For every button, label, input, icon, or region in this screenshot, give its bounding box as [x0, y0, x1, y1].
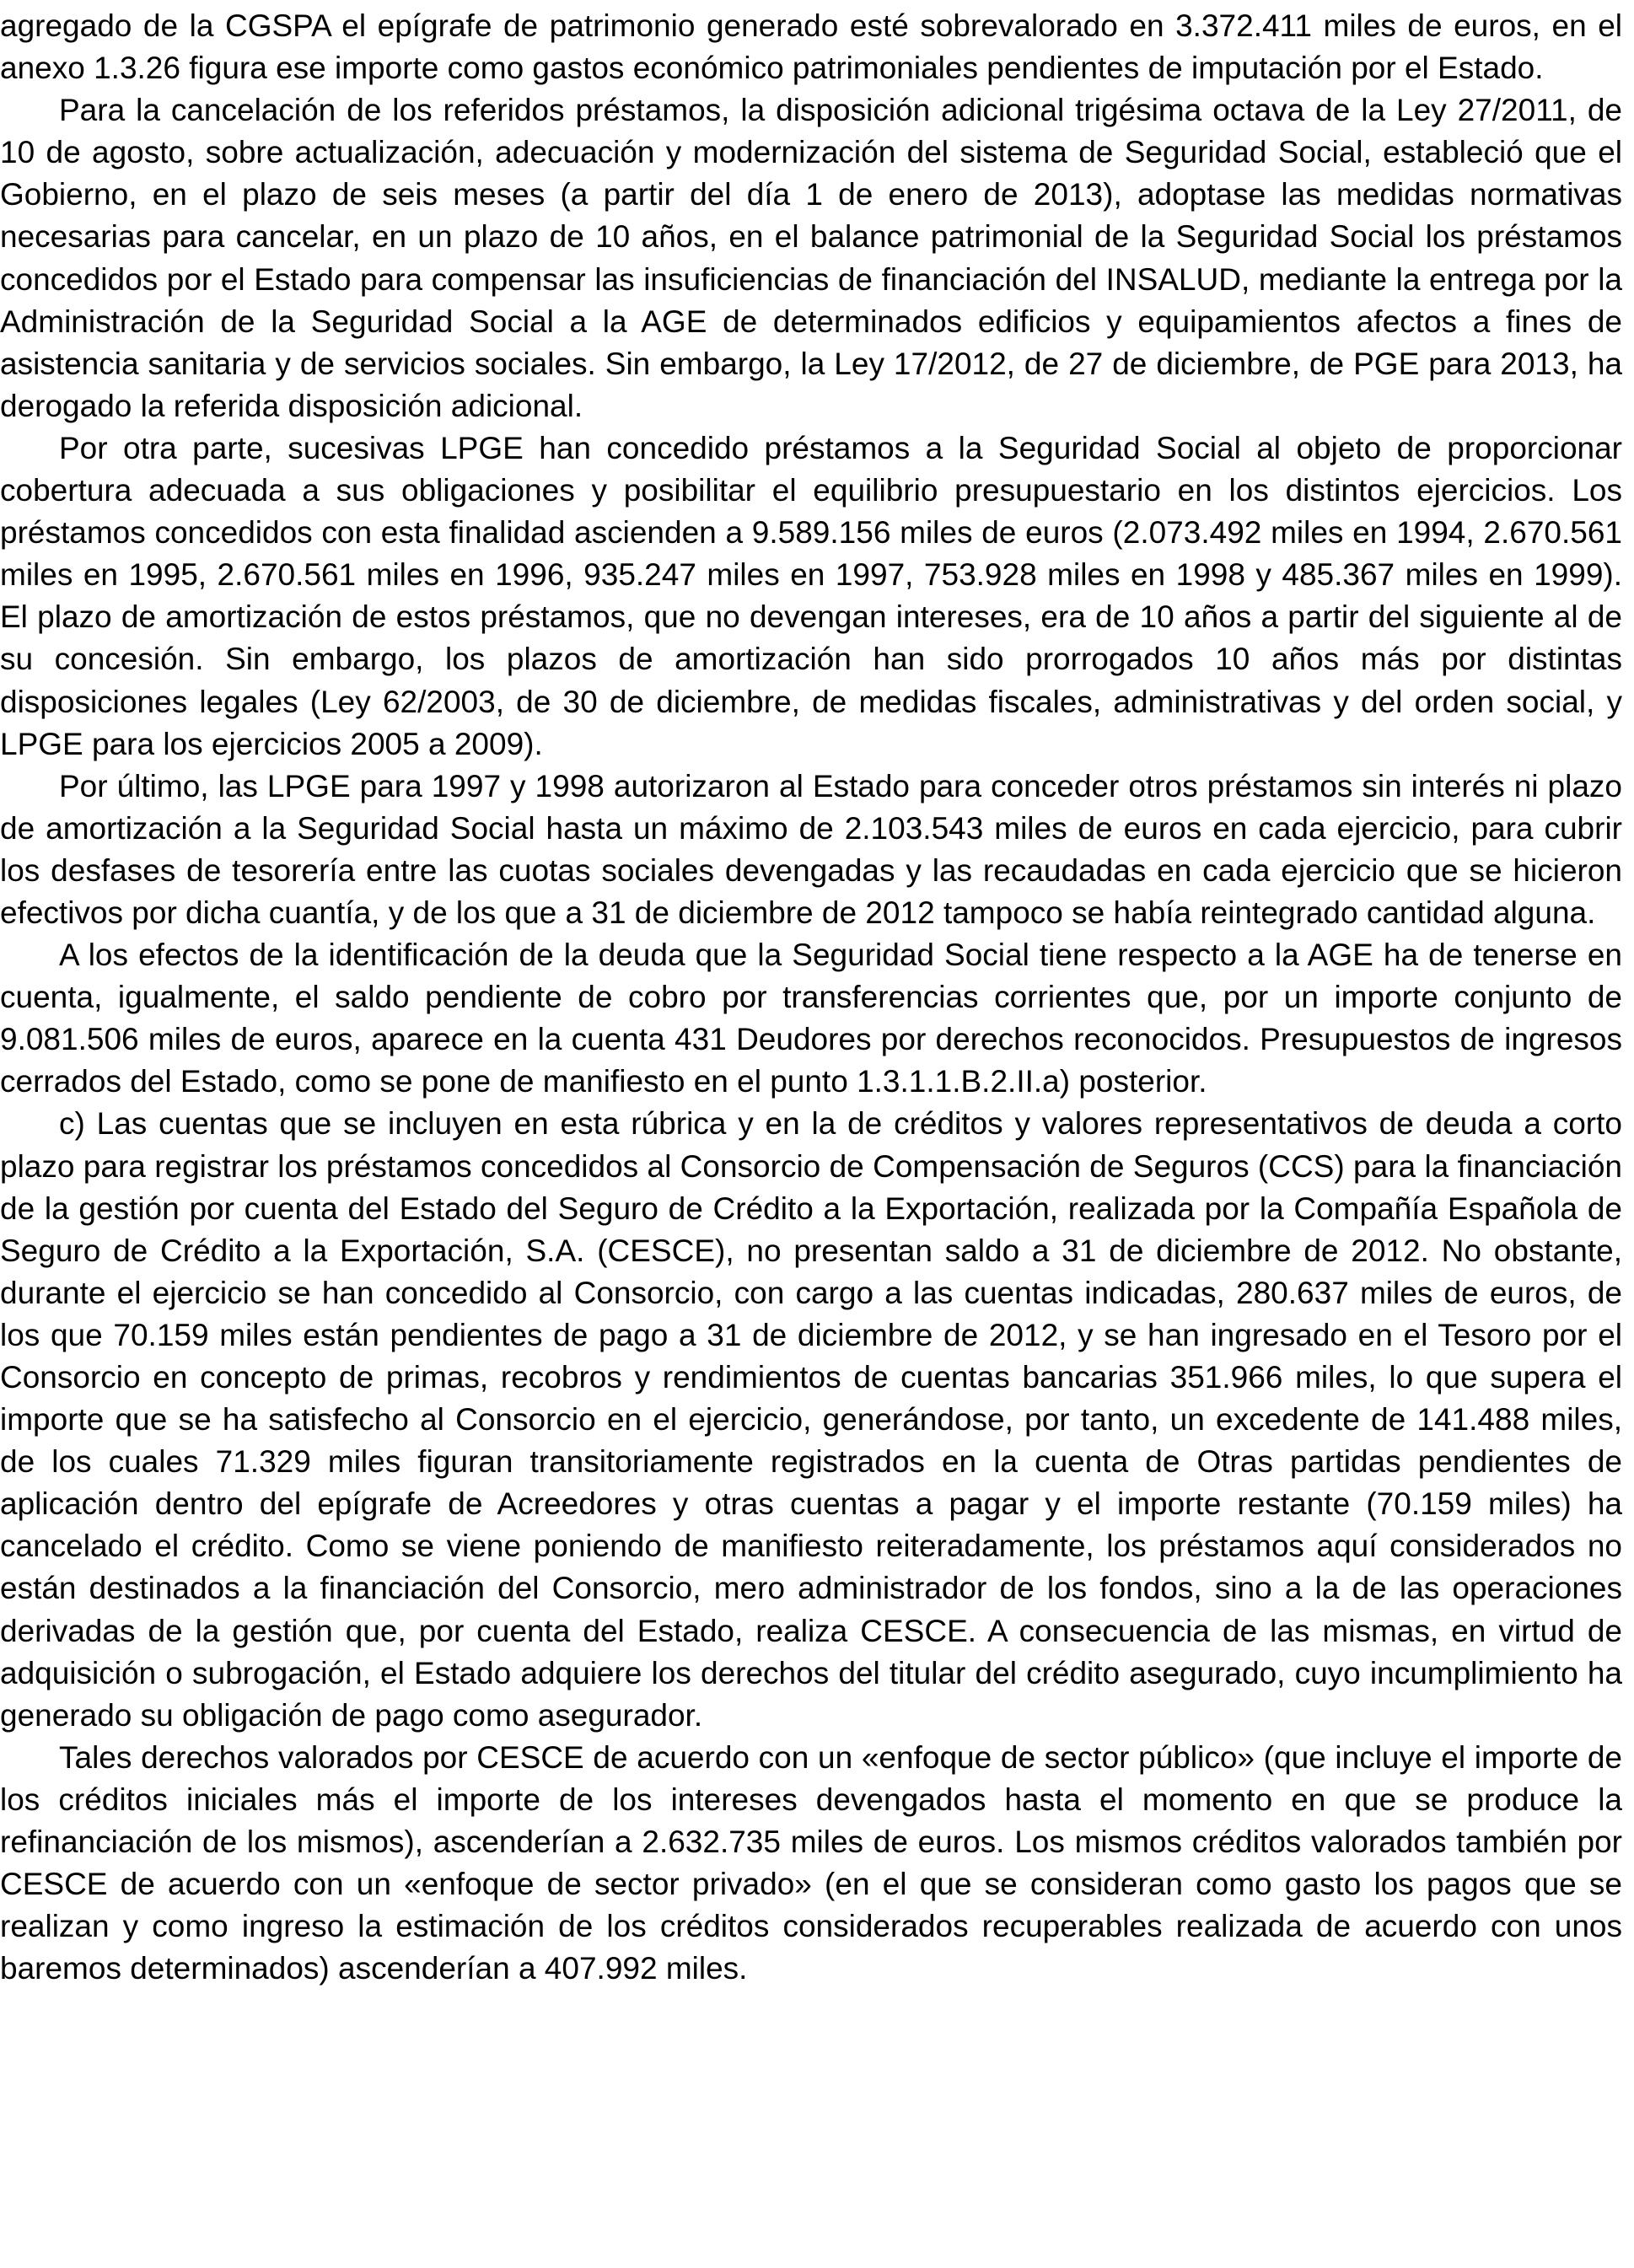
paragraph-debt-identification: A los efectos de la identificación de la deuda que la Seguridad Social tiene respecto a la AGE ha de tenerse en cuenta, igualmente, el saldo pendiente de cobro por transferencias corrientes que, por un importe conjunto de 9.081.506 miles de euros, aparece en la cuenta 431 Deudores por derechos reconocidos. Presupuestos de ingresos cerrados del Estado, como se pone de manifiesto en el punto 1.3.1.1.B.2.II.a) posterior. [0, 938, 1622, 1099]
paragraph-loan-cancellation: Para la cancelación de los referidos préstamos, la disposición adicional trigésima octava de la Ley 27/2011, de 10 de agosto, sobre actualización, adecuación y modernización del sistema de Seguridad Social, estableció que el Gobierno, en el plazo de seis meses (a partir del día 1 de enero de 2013), adoptase las medidas normativas necesarias para cancelar, en un plazo de 10 años, en el balance patrimonial de la Seguridad Social los préstamos concedidos por el Estado para compensar las insuficiencias de financiación del INSALUD, mediante la entrega por la Administración de la Seguridad Social a la AGE de determinados edificios y equipamientos afectos a fines de asistencia sanitaria y de servicios sociales. Sin embargo, la Ley 17/2012, de 27 de diciembre, de PGE para 2013, ha derogado la referida disposición adicional. [0, 93, 1622, 423]
paragraph-cesce-valuation: Tales derechos valorados por CESCE de acuerdo con un «enfoque de sector público» (que incluye el importe de los créditos iniciales más el importe de los intereses devengados hasta el momento en que se produce la refinanciación de los mismos), ascenderían a 2.632.735 miles de euros. Los mismos créditos valorados también por CESCE de acuerdo con un «enfoque de sector privado» (en el que se consideran como gasto los pagos que se realizan y como ingreso la estimación de los créditos considerados recuperables realizada de acuerdo con unos baremos determinados) ascenderían a 407.992 miles. [0, 1739, 1622, 1986]
paragraph-lpge-1997-1998: Por último, las LPGE para 1997 y 1998 autorizaron al Estado para conceder otros préstamos sin interés ni plazo de amortización a la Seguridad Social hasta un máximo de 2.103.543 miles de euros en cada ejercicio, para cubrir los desfases de tesorería entre las cuotas sociales devengadas y las recaudadas en cada ejercicio que se hicieron efectivos por dicha cuantía, y de los que a 31 de diciembre de 2012 tampoco se había reintegrado cantidad alguna. [0, 768, 1622, 930]
paragraph-item-c-ccs: c) Las cuentas que se incluyen en esta rúbrica y en la de créditos y valores representativos de deuda a corto plazo para registrar los préstamos concedidos al Consorcio de Compensación de Seguros (CCS) para la financiación de la gestión por cuenta del Estado del Seguro de Crédito a la Exportación, realizada por la Compañía Española de Seguro de Crédito a la Exportación, S.A. (CESCE), no presentan saldo a 31 de diciembre de 2012. No obstante, durante el ejercicio se han concedido al Consorcio, con cargo a las cuentas indicadas, 280.637 miles de euros, de los que 70.159 miles están pendientes de pago a 31 de diciembre de 2012, y se han ingresado en el Tesoro por el Consorcio en concepto de primas, recobros y rendimientos de cuentas bancarias 351.966 miles, lo que supera el importe que se ha satisfecho al Consorcio en el ejercicio, generándose, por tanto, un excedente de 141.488 miles, de los cuales 71.329 miles figuran transitoriamente registrados en la cuenta de Otras partidas pendientes de aplicación dentro del epígrafe de Acreedores y otras cuentas a pagar y el importe restante (70.159 miles) ha cancelado el crédito. Como se viene poniendo de manifiesto reiteradamente, los préstamos aquí considerados no están destinados a la financiación del Consorcio, mero administrador de los fondos, sino a la de las operaciones derivadas de la gestión que, por cuenta del Estado, realiza CESCE. A consecuencia de las mismas, en virtud de adquisición o subrogación, el Estado adquiere los derechos del titular del crédito asegurado, cuyo incumplimiento ha generado su obligación de pago como asegurador. [0, 1106, 1622, 1733]
paragraph-lpge-loans: Por otra parte, sucesivas LPGE han concedido préstamos a la Seguridad Social al objeto de proporcionar cobertura adecuada a sus obligaciones y posibilitar el equilibrio presupuestario en los distintos ejercicios. Los préstamos concedidos con esta finalidad ascienden a 9.589.156 miles de euros (2.073.492 miles en 1994, 2.670.561 miles en 1995, 2.670.561 miles en 1996, 935.247 miles en 1997, 753.928 miles en 1998 y 485.367 miles en 1999). El plazo de amortización de estos préstamos, que no devengan intereses, era de 10 años a partir del siguiente al de su concesión. Sin embargo, los plazos de amortización han sido prorrogados 10 años más por distintas disposiciones legales (Ley 62/2003, de 30 de diciembre, de medidas fiscales, administrativas y del orden social, y LPGE para los ejercicios 2005 a 2009). [0, 430, 1622, 761]
document-body [0, 5, 1622, 1990]
paragraph-continuation: agregado de la CGSPA el epígrafe de patrimonio generado esté sobrevalorado en 3.372.411 miles de euros, en el anexo 1.3.26 figura ese importe como gastos económico patrimoniales pendientes de imputación por el Estado. [0, 8, 1622, 86]
